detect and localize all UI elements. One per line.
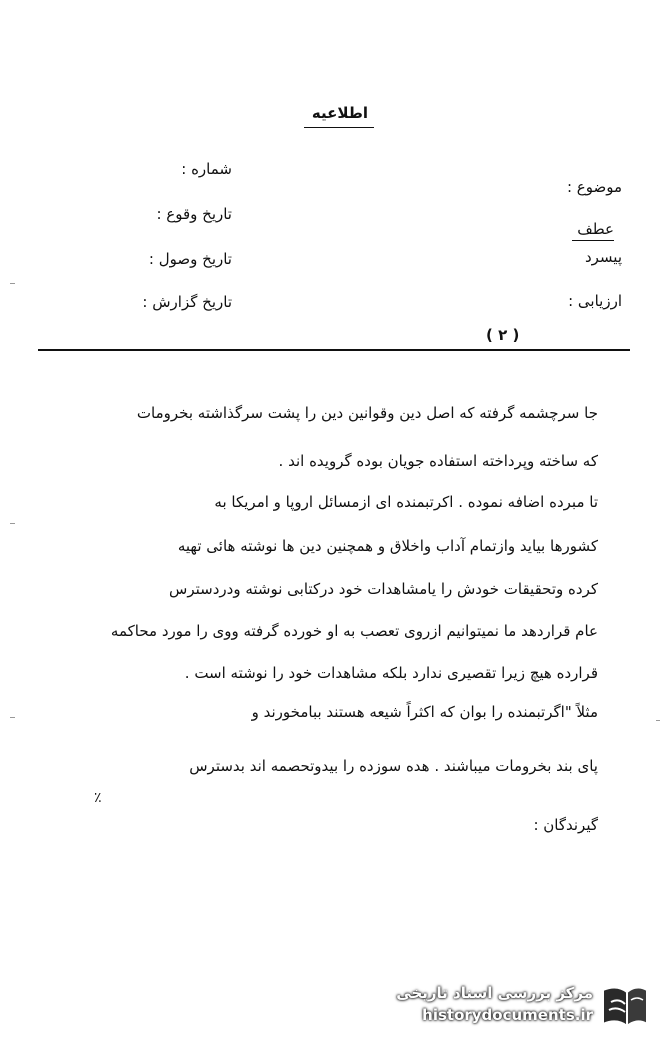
field-report-date: تاریخ گزارش :: [142, 293, 232, 311]
body-line-5: کرده وتحقیقات خودش را یامشاهدات خود درکتابی نوشته ودردسترس: [169, 580, 598, 598]
title-underline: [304, 127, 374, 128]
body-line-4: کشورها بیاید وازتمام آداب واخلاق و همچنین دین ها نوشته هائی تهیه: [177, 537, 598, 555]
watermark-name: مرکز بررسی اسناد تاریخی: [396, 984, 593, 1002]
field-occurrence-date: تاریخ وقوع :: [156, 205, 232, 223]
body-line-8: مثلاً "اگرتبمنده را بوان که اکثراً شیعه هستند ببامخورند و: [251, 703, 598, 721]
watermark-url: historydocuments.ir: [422, 1006, 593, 1024]
margin-tick: [10, 283, 15, 284]
body-line-6: عام قراردهد ما نمیتوانیم ازروی تعصب به او خورده گرفته ووی را مورد محاکمه: [110, 622, 598, 640]
body-line-2: که ساخته وپرداخته استفاده جویان بوده گرویده اند .: [278, 452, 598, 470]
body-line-9: پای بند بخرومات میباشند . هده سوزده را بیدوتحصمه اند بدسترس: [189, 757, 598, 775]
reference-divider: [572, 240, 614, 241]
margin-tick: [656, 720, 660, 721]
stray-percent-mark: ٪: [94, 790, 102, 806]
field-evaluation: ارزیابی :: [568, 292, 622, 310]
field-number: شماره :: [181, 160, 232, 178]
recipients-label: گیرندگان :: [533, 816, 598, 834]
body-line-3: تا مبرده اضافه نموده . اکرتبمنده ای ازمسائل اروپا و امریکا به: [214, 493, 598, 511]
body-line-1: جا سرچشمه گرفته که اصل دین وقوانین دین را پشت سرگذاشته بخرومات: [136, 404, 598, 422]
margin-tick: [10, 523, 15, 524]
field-subject: موضوع :: [566, 178, 622, 196]
margin-tick: [10, 717, 15, 718]
watermark: [375, 980, 655, 1032]
document-title: اطلاعیه: [311, 104, 369, 122]
book-logo-icon: [597, 980, 651, 1032]
field-followup: پیسرد: [584, 248, 622, 266]
field-receipt-date: تاریخ وصول :: [148, 250, 232, 268]
body-line-7: قرارده هیچ زیرا تقصیری ندارد بلکه مشاهدات خود را نوشته است .: [184, 664, 598, 682]
page-number: ( ۲ ): [486, 326, 520, 344]
header-rule: [38, 349, 630, 351]
field-reference: عطف: [577, 220, 614, 238]
